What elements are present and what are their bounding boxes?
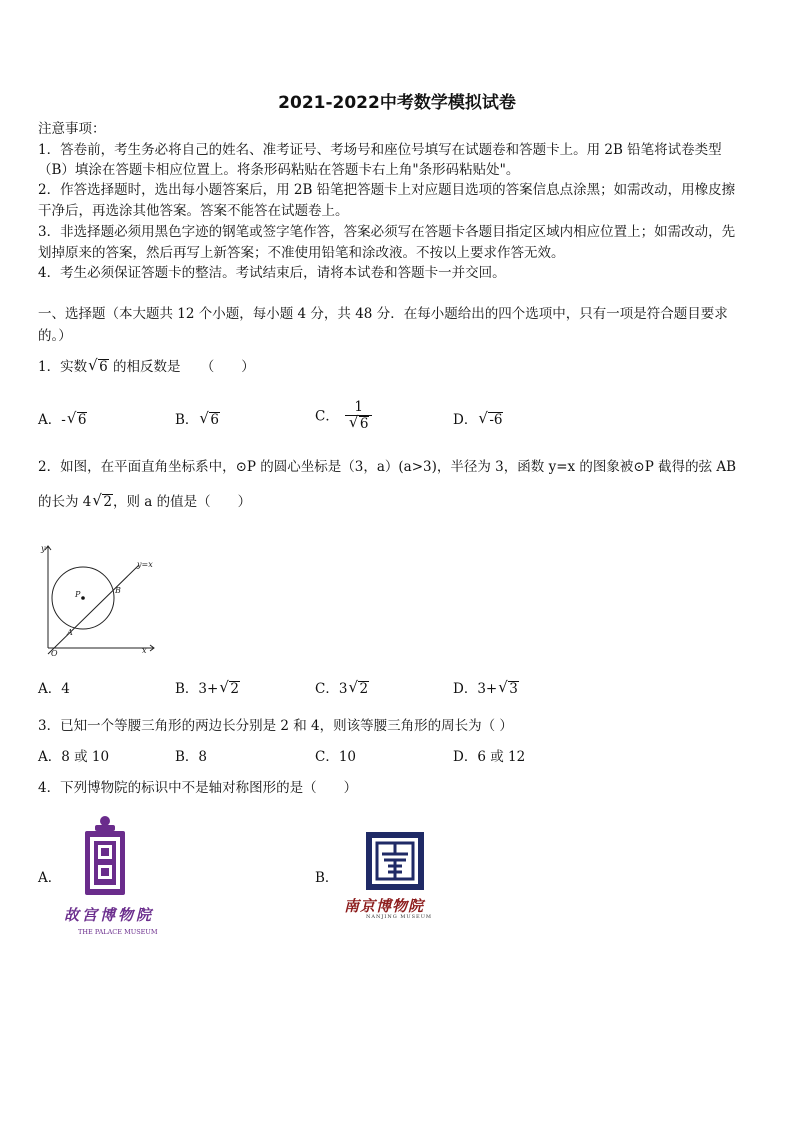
q3-option-a: A．8 或 10 xyxy=(38,749,110,765)
q1-radicand: 6 xyxy=(99,359,108,375)
q1-c-sqrt xyxy=(350,416,370,433)
notes-line-2: （B）填涂在答题卡相应位置上。将条形码粘贴在答题卡右上角"条形码粘贴处"。 xyxy=(38,162,520,178)
fig-label-function: y=x xyxy=(137,560,153,569)
q1-d-label: D． xyxy=(453,412,478,428)
q2-a-label: A． xyxy=(38,681,62,697)
q1-stem-pre: 1．实数 xyxy=(38,359,88,375)
q2-option-b xyxy=(175,679,240,699)
q2-b-text: 3+ xyxy=(198,681,219,697)
palace-museum-en: THE PALACE MUSEUM xyxy=(78,928,158,936)
fig-label-x: x xyxy=(142,646,147,655)
q1-a-label: A． xyxy=(38,412,62,428)
q2-radicand: 2 xyxy=(103,494,112,510)
q3-stem: 3．已知一个等腰三角形的两边长分别是 2 和 4，则该等腰三角形的周长为（ ） xyxy=(38,718,513,734)
q1-b-sqrt xyxy=(200,410,220,430)
page-title: 2021-2022中考数学模拟试卷 xyxy=(278,93,516,113)
q1-b-radicand: 6 xyxy=(210,412,220,428)
q2-b-sqrt xyxy=(220,679,240,699)
q2-line2-post: ，则 a 的值是（ ） xyxy=(112,494,252,510)
palace-museum-logo-icon xyxy=(80,815,130,897)
q1-stem xyxy=(38,357,255,377)
q1-option-b xyxy=(175,410,220,430)
q2-line-1: 2．如图，在平面直角坐标系中，⊙P 的圆心坐标是（3，a）(a>3)，半径为 3，函数 y=x 的图象被⊙P 截得的弦 AB xyxy=(38,459,737,475)
q1-sqrt xyxy=(89,357,109,377)
fig-label-p: P xyxy=(75,590,81,599)
q2-d-label: D． xyxy=(453,681,478,697)
notes-line-4: 干净后，再选涂其他答案。答案不能答在试题卷上。 xyxy=(38,203,349,219)
notes-heading: 注意事项： xyxy=(38,121,106,137)
q1-d-radicand: -6 xyxy=(489,412,503,428)
fig-label-o: O xyxy=(51,649,58,658)
q2-c-radicand: 2 xyxy=(359,681,369,697)
fig-label-a: A xyxy=(67,628,73,637)
q3-option-c: C．10 xyxy=(315,749,357,765)
q1-c-label: C． xyxy=(315,408,339,425)
q2-line-2 xyxy=(38,492,251,512)
q1-a-sign: - xyxy=(61,412,66,428)
palace-museum-cn: 故宫博物院 xyxy=(64,906,155,924)
q2-d-sqrt xyxy=(499,679,519,699)
q1-option-d xyxy=(453,410,503,430)
q2-b-label: B． xyxy=(175,681,199,697)
q2-option-d xyxy=(453,679,519,699)
q3-option-b: B．8 xyxy=(175,749,208,765)
q1-option-a xyxy=(38,410,87,430)
q2-c-label: C． xyxy=(315,681,339,697)
q4-b-label: B． xyxy=(315,870,339,886)
q3-option-d: D．6 或 12 xyxy=(453,749,526,765)
q2-c-text: 3 xyxy=(338,681,348,697)
q2-option-c xyxy=(315,679,369,699)
q2-line2-pre: 的长为 4 xyxy=(38,494,92,510)
notes-line-5: 3．非选择题必须用黑色字迹的钢笔或签字笔作答，答案必须写在答题卡各题目指定区域内相应位置上；如需改动，先 xyxy=(38,224,736,240)
nanjing-museum-logo-icon xyxy=(366,832,424,890)
q2-b-radicand: 2 xyxy=(230,681,239,697)
q1-c-numerator: 1 xyxy=(354,399,363,415)
q4-a-label: A． xyxy=(38,870,62,886)
section-line-1: 一、选择题（本大题共 12 个小题，每小题 4 分，共 48 分．在每小题给出的四个选项中，只有一项是符合题目要求 xyxy=(38,306,728,322)
q2-a-text: 4 xyxy=(61,681,70,697)
q2-d-text: 3+ xyxy=(477,681,498,697)
q2-option-a xyxy=(38,679,70,699)
line-y-equals-x xyxy=(48,565,139,654)
q1-a-radicand: 6 xyxy=(77,412,87,428)
center-point-p xyxy=(81,596,85,600)
q1-c-fraction xyxy=(345,400,373,433)
q1-option-c xyxy=(315,400,372,433)
q1-c-radicand: 6 xyxy=(359,416,369,432)
fig-label-b: B xyxy=(115,586,121,595)
q1-a-sqrt xyxy=(68,410,88,430)
q2-figure xyxy=(38,540,168,660)
q2-c-sqrt xyxy=(349,679,369,699)
section-line-2: 的。） xyxy=(38,328,72,344)
notes-line-3: 2．作答选择题时，选出每小题答案后，用 2B 铅笔把答题卡上对应题目选项的答案信息点涂黑；如需改动，用橡皮擦 xyxy=(38,182,736,198)
notes-line-1: 1．答卷前，考生务必将自己的姓名、准考证号、考场号和座位号填写在试题卷和答题卡上。用 2B 铅笔将试卷类型 xyxy=(38,142,722,158)
q1-d-sqrt xyxy=(479,410,503,430)
q2-sqrt xyxy=(93,492,113,512)
q1-stem-post: 的相反数是 （ ） xyxy=(108,359,255,375)
q1-c-denominator xyxy=(345,415,373,433)
nanjing-museum-cn: 南京博物院 xyxy=(344,897,425,915)
q4-stem: 4．下列博物院的标识中不是轴对称图形的是（ ） xyxy=(38,780,358,796)
notes-line-7: 4．考生必须保证答题卡的整洁。考试结束后，请将本试卷和答题卡一并交回。 xyxy=(38,265,506,281)
fig-label-y: y xyxy=(41,544,46,553)
notes-line-6: 划掉原来的答案，然后再写上新答案；不准使用铅笔和涂改液。不按以上要求作答无效。 xyxy=(38,245,565,261)
q2-d-radicand: 3 xyxy=(509,681,518,697)
q1-b-label: B． xyxy=(175,412,199,428)
nanjing-museum-en: NANJING MUSEUM xyxy=(366,914,433,920)
